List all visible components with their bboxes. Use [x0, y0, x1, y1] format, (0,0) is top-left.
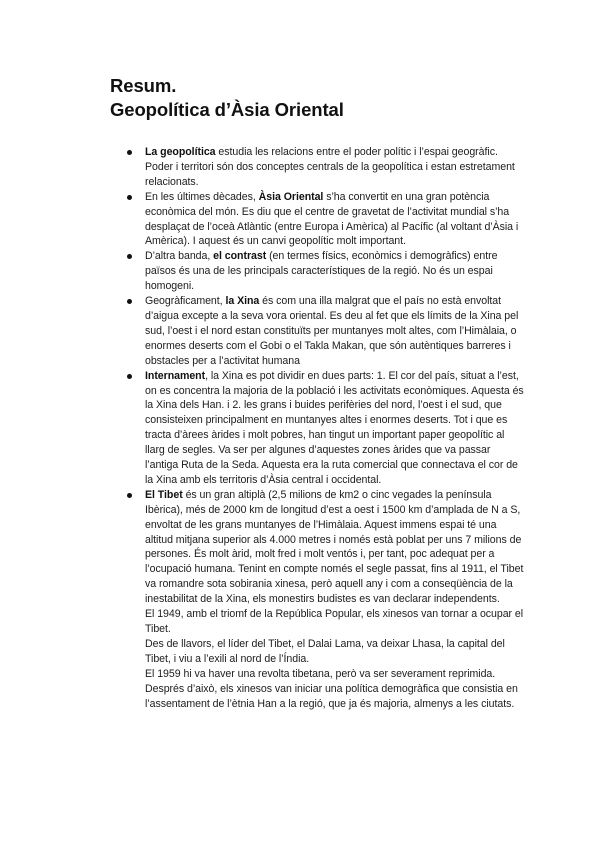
bullet-keyword: Àsia Oriental — [258, 190, 324, 203]
bullet-asia-oriental — [127, 190, 525, 250]
tibet-paragraph-1949: El 1949, amb el triomf de la República Popular, els xinesos van tornar a ocupar el Tibet. — [145, 608, 524, 635]
bullet-text: (en termes físics, econòmics i demogràfics) entre països és una de les principals característiques de la regió. No és un espai homogeni. — [145, 250, 498, 293]
bullet-text: és com una illa malgrat que el país no està envoltat d’aigua excepte a la seva vora oriental. Es deu al fet que els límits de la Xina pel sud, l’oest i el nord estan constituïts per muntanyes molt altes, com l’Himàlaia, o enormes deserts com el Gobi o el Takla Makan, que són autèntiques barreres i obstacles per a l’activitat humana — [145, 295, 519, 367]
bullet-prefix: Geogràficament, — [145, 295, 226, 308]
bullet-keyword: la Xina — [225, 295, 260, 308]
bullet-internament — [127, 369, 525, 488]
bullet-xina — [127, 294, 525, 369]
bullet-text: , la Xina es pot dividir en dues parts: 1. El cor del país, situat a l’est, on es concentra la majoria de la població i les activitats econòmiques. Aquesta és la Xina dels Han. i 2. les grans i buides perifèries del nord, l’oest i el sud, que consisteixen principalment en muntanyes altes i enormes deserts. Tot i que es tracta d’àrees àrides i molt pobres, han tingut un important paper geopolític al llarg de segles. Va ser per algunes d’aquestes zones àrides que va passar l’antiga Ruta de la Seda. Aquesta era la ruta comercial que connectava el cor de la Xina amb els territoris d’Àsia central i occidental. — [145, 369, 524, 486]
bullet-paragraph — [145, 488, 525, 607]
bullet-dot-icon — [127, 150, 132, 155]
bullet-paragraph — [145, 190, 525, 250]
bullet-paragraph — [145, 249, 525, 294]
bullet-keyword: El Tibet — [145, 488, 183, 501]
bullet-keyword: La geopolítica — [145, 146, 216, 158]
title-line-2: Geopolítica d’Àsia Oriental — [110, 99, 344, 120]
bullet-paragraph — [145, 369, 525, 488]
bullet-text: s’ha convertit en una gran potència econòmica del món. Es diu que el centre de gravetat de l’activitat mundial s’ha desplaçat de l’oceà Atlàntic (entre Europa i Amèrica) al Pacífic (al voltant d’Àsia i Amèrica). I aquest és un canvi geopolític molt important. — [145, 190, 519, 248]
bullet-geopolitica — [127, 145, 525, 190]
bullet-text: és un gran altiplà (2,5 milions de km2 o cinc vegades la península Ibèrica), més de 2000 km de longitud d’est a oest i 1500 km d’amplada de N a S, envoltat de les grans muntanyes de l’Himàlaia. Aquest immens espai té una altitud mitjana superior als 4.000 metres i només està poblat per uns 7 milions de persones. És molt àrid, molt fred i molt ventós i, per tant, poc adequat per a l’ocupació humana. Tenint en compte només el segle passat, fins al 1911, el Tibet va romandre sota sobirania xinesa, però aquell any i com a conseqüència de la inestabilitat de la Xina, els monestirs budistes es van declarar independents. — [145, 488, 524, 606]
tibet-paragraph-dalai-lama: Des de llavors, el líder del Tibet, el Dalai Lama, va deixar Lhasa, la capital del Tibet, i viu a l’exili al nord de l’Índia. — [145, 637, 505, 665]
bullet-dot-icon — [127, 254, 132, 259]
document-title — [110, 74, 344, 122]
tibet-paragraph-1959: El 1959 hi va haver una revolta tibetana, però va ser severament reprimida. Després d’això, els xinesos van iniciar una política demogràfica que consistia en l’assentament de l’ètnia Han a la regió, que ja és majoria, almenys a les ciutats. — [145, 667, 518, 710]
summary-bullet-list — [127, 145, 525, 711]
bullet-keyword: Internament — [145, 369, 206, 382]
bullet-paragraph — [145, 294, 525, 369]
bullet-paragraph — [145, 145, 525, 190]
bullet-prefix: En les últimes dècades, — [145, 190, 259, 203]
bullet-dot-icon — [127, 493, 132, 498]
bullet-prefix: D’altra banda, — [145, 250, 214, 263]
bullet-tibet — [127, 488, 525, 712]
bullet-contrast — [127, 249, 525, 294]
bullet-dot-icon — [127, 299, 132, 304]
bullet-dot-icon — [127, 374, 132, 379]
bullet-dot-icon — [127, 195, 132, 200]
title-line-1: Resum. — [110, 75, 177, 96]
bullet-text: estudia les relacions entre el poder polític i l’espai geogràfic. Poder i territori són dos conceptes centrals de la geopolítica i estan estretament relacionats. — [145, 146, 515, 188]
bullet-keyword: el contrast — [213, 250, 267, 263]
